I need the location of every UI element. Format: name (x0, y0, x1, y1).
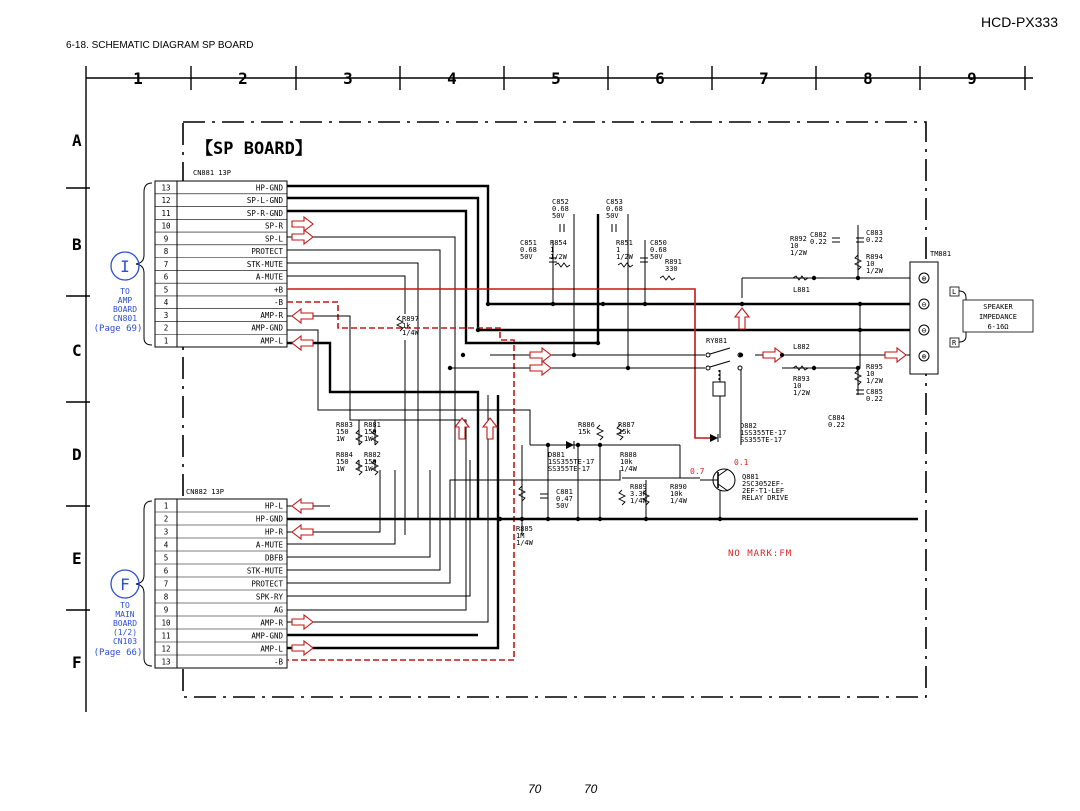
r882-label: R882 (364, 451, 381, 459)
c851-label: 0.68 (520, 246, 537, 254)
column-label: 4 (447, 69, 457, 88)
r883-label: R883 (336, 421, 353, 429)
pin-number: 6 (163, 566, 169, 576)
pin-name: SP-R (264, 221, 283, 231)
speaker-l-label: L (952, 288, 957, 296)
signal-arrow (292, 217, 313, 231)
junction-dot (856, 366, 860, 370)
junction-dot (576, 517, 580, 521)
junction-dot (572, 353, 576, 357)
q881-collector-voltage: 0.1 (734, 458, 749, 467)
r854-label: R854 (550, 239, 567, 247)
signal-arrow (292, 641, 313, 655)
r891-label: 330 (665, 265, 678, 273)
d882-label: SS355TE-17 (740, 436, 783, 444)
c851-label: 50V (520, 253, 533, 261)
q881-label: Q881 (742, 473, 759, 481)
c852-label: C852 (552, 198, 569, 206)
r883-label: 1W (336, 435, 345, 443)
r881-label: 1W (364, 435, 373, 443)
r854-label: 1 (550, 246, 555, 254)
c852-label: 0.68 (552, 205, 569, 213)
r886-label: 15k (578, 428, 591, 436)
junction-dot (856, 276, 860, 280)
r894-label: R894 (866, 253, 883, 261)
c881-label: 0.47 (556, 495, 573, 503)
pin-name: SPK-RY (255, 592, 283, 602)
r851-label: 1 (616, 246, 621, 254)
pin-number: 4 (163, 298, 169, 308)
r890-label: 10k (670, 490, 683, 498)
column-label: 9 (967, 69, 977, 88)
c853-label: 50V (606, 212, 619, 220)
pin-number: 10 (161, 618, 171, 628)
junction-dot (626, 366, 630, 370)
ref-f-line-3: (1/2) (112, 628, 138, 637)
tm881-terminal (910, 250, 1033, 374)
board-title: 【SP BOARD】 (196, 139, 312, 159)
d881-label: D881 (548, 451, 565, 459)
junction-dot (448, 366, 452, 370)
signal-arrow (885, 348, 906, 362)
junction-dot (739, 353, 743, 357)
d882-label: 1SS355TE-17 (740, 429, 787, 437)
r890-label: R890 (670, 483, 687, 491)
r894-label: 10 (866, 260, 875, 268)
row-label: A (72, 131, 82, 150)
pin-name: PROTECT (251, 579, 283, 589)
ref-f-line-0: TO (120, 601, 130, 610)
column-label: 2 (238, 69, 248, 88)
pin-number: 5 (163, 285, 169, 295)
diagram-caption: 6-18. SCHEMATIC DIAGRAM SP BOARD (66, 40, 254, 51)
pin-name: HP-GND (255, 183, 283, 193)
c882-label: C882 (810, 231, 827, 239)
c882-label: 0.22 (810, 238, 827, 246)
ref-f-letter: F (120, 575, 130, 594)
r885-label: 1/4W (516, 539, 533, 547)
junction-dot (740, 302, 744, 306)
r895-label: 1/2W (866, 377, 883, 385)
r897-label: 1k (402, 322, 411, 330)
q881-label: RELAY DRIVE (742, 494, 789, 502)
r895-label: R895 (866, 363, 883, 371)
pin-name: A-MUTE (255, 272, 283, 282)
d881-label: SS355TE-17 (548, 465, 591, 473)
tm881-label: TM881 (930, 250, 952, 258)
junction-dot (858, 302, 862, 306)
pin-name: -B (273, 298, 283, 308)
pin-name: HP-R (264, 527, 283, 537)
ref-i-line-3: CN801 (112, 314, 138, 323)
r894-label: 1/2W (866, 267, 883, 275)
speaker-title-0: SPEAKER (983, 303, 1013, 311)
junction-dot (546, 517, 550, 521)
c885-label: 0.22 (866, 395, 883, 403)
pin-number: 7 (163, 259, 169, 269)
pin-number: 11 (161, 208, 171, 218)
pin-name: STK-MUTE (246, 259, 283, 269)
signal-arrow (292, 336, 313, 350)
r851-label: R851 (616, 239, 633, 247)
r881-label: R881 (364, 421, 381, 429)
r888-label: R888 (620, 451, 637, 459)
junction-dot (598, 443, 602, 447)
l882-label: L882 (793, 343, 810, 351)
pin-number: 1 (163, 336, 169, 346)
pin-number: 1 (163, 501, 169, 511)
ry881-relay (706, 337, 742, 396)
r897-label: 1/4W (402, 329, 419, 337)
r854-label: 1/2W (550, 253, 567, 261)
cn882-connector (155, 488, 287, 668)
c850-label: 50V (650, 253, 663, 261)
ref-f-line-1: MAIN (115, 610, 135, 619)
junction-dot (476, 328, 480, 332)
terminal-symbol: ⊕ (921, 274, 927, 283)
r891-label: R891 (665, 258, 682, 266)
pin-number: 13 (161, 183, 171, 193)
r887-label: 15k (618, 428, 631, 436)
c885-label: C885 (866, 388, 883, 396)
terminal-symbol: ⊖ (921, 326, 927, 335)
model-number: HCD-PX333 (980, 14, 1058, 30)
q881-transistor (690, 458, 749, 491)
row-label: F (72, 653, 82, 672)
pin-name: DBFB (264, 553, 283, 563)
q881-label: 2EF-T1-LEF (742, 487, 785, 495)
c850-label: C850 (650, 239, 667, 247)
r893-label: R893 (793, 375, 810, 383)
r892-label: 1/2W (790, 249, 807, 257)
ry881-label: RY881 (706, 337, 728, 345)
ref-i-block (94, 252, 143, 334)
c852-label: 50V (552, 212, 565, 220)
l881-label: L881 (793, 286, 810, 294)
r884-label: 150 (336, 458, 349, 466)
junction-dot (486, 302, 490, 306)
speaker-title-2: 6-16Ω (987, 323, 1009, 331)
c853-label: C853 (606, 198, 623, 206)
pin-number: 3 (163, 527, 169, 537)
pin-name: STK-MUTE (246, 566, 283, 576)
page-number-left: 70 (528, 782, 542, 796)
r890-label: 1/4W (670, 497, 687, 505)
c883-label: C883 (866, 229, 883, 237)
terminal-symbol: ⊖ (921, 300, 927, 309)
junction-dot (718, 517, 722, 521)
junction-dot (596, 341, 600, 345)
r884-label: 1W (336, 465, 345, 473)
c881-label: C881 (556, 488, 573, 496)
r888-label: 1/4W (620, 465, 637, 473)
r882-label: 150 (364, 458, 377, 466)
pin-number: 9 (163, 605, 169, 615)
r892-label: R892 (790, 235, 807, 243)
c883-label: 0.22 (866, 236, 883, 244)
pin-number: 4 (163, 540, 169, 550)
r895-label: 10 (866, 370, 875, 378)
pin-number: 12 (161, 196, 171, 206)
pin-number: 13 (161, 657, 171, 667)
signal-arrow (735, 308, 749, 329)
signal-arrow (530, 361, 551, 375)
column-label: 8 (863, 69, 873, 88)
ref-f-page[interactable]: (Page 66) (93, 648, 143, 658)
c884-label: C884 (828, 414, 845, 422)
r887-label: R887 (618, 421, 635, 429)
q881-base-voltage: 0.7 (690, 467, 705, 476)
row-label: C (72, 341, 82, 360)
pin-number: 7 (163, 579, 169, 589)
r882-label: 1W (364, 465, 373, 473)
pin-name: AMP-R (260, 618, 283, 628)
pin-number: 10 (161, 221, 171, 231)
r893-label: 10 (793, 382, 802, 390)
terminal-symbol: ⊕ (921, 352, 927, 361)
pin-number: 8 (163, 592, 169, 602)
pin-name: HP-L (264, 501, 283, 511)
r893-label: 1/2W (793, 389, 810, 397)
pin-name: AMP-GND (251, 631, 283, 641)
r885-label: R885 (516, 525, 533, 533)
pin-name: SP-L (264, 234, 283, 244)
pin-name: AMP-GND (251, 323, 283, 333)
junction-dot (498, 517, 502, 521)
r851-label: 1/2W (616, 253, 633, 261)
ref-f-line-2: BOARD (112, 619, 138, 628)
signal-arrow (292, 615, 313, 629)
pin-name: HP-GND (255, 514, 283, 524)
junction-dot (520, 517, 524, 521)
column-label: 5 (551, 69, 561, 88)
pin-number: 2 (163, 323, 169, 333)
pin-number: 12 (161, 644, 171, 654)
ref-i-line-0: TO (120, 287, 130, 296)
signal-arrow (292, 230, 313, 244)
junction-dot (812, 276, 816, 280)
junction-dot (780, 353, 784, 357)
r889-label: R889 (630, 483, 647, 491)
pin-name: -B (273, 657, 283, 667)
junction-dot (812, 366, 816, 370)
r883-label: 150 (336, 428, 349, 436)
d882-label: D882 (740, 422, 757, 430)
capacitor-symbols (540, 224, 864, 498)
page-number-right: 70 (584, 782, 598, 796)
r888-label: 10k (620, 458, 633, 466)
pin-name: SP-R-GND (246, 208, 283, 218)
r885-label: 1M (516, 532, 525, 540)
pin-name: AMP-R (260, 310, 283, 320)
r897-label: R897 (402, 315, 419, 323)
cn881-connector (155, 169, 287, 347)
pin-name: A-MUTE (255, 540, 283, 550)
c881-label: 50V (556, 502, 569, 510)
c884-label: 0.22 (828, 421, 845, 429)
junction-dot (598, 517, 602, 521)
column-label: 7 (759, 69, 769, 88)
c853-label: 0.68 (606, 205, 623, 213)
pin-name: PROTECT (251, 247, 283, 257)
column-label: 1 (133, 69, 143, 88)
r886-label: R886 (578, 421, 595, 429)
r889-label: 3.3k (630, 490, 647, 498)
pin-number: 8 (163, 247, 169, 257)
pin-name: AMP-L (260, 644, 283, 654)
signal-arrow (455, 418, 469, 439)
junction-dot (461, 353, 465, 357)
resistor-symbols (356, 255, 861, 505)
junction-dot (643, 302, 647, 306)
signal-arrow (292, 499, 313, 513)
row-label: E (72, 549, 82, 568)
signal-arrow (292, 525, 313, 539)
c851-label: C851 (520, 239, 537, 247)
column-label: 6 (655, 69, 665, 88)
pin-name: +B (273, 285, 283, 295)
signal-arrow (530, 348, 551, 362)
pin-name: SP-L-GND (246, 196, 283, 206)
junction-dot (644, 517, 648, 521)
signal-arrow (483, 418, 497, 439)
wiring (287, 186, 918, 660)
r881-label: 150 (364, 428, 377, 436)
pin-name: AG (273, 605, 283, 615)
ref-i-letter: I (120, 257, 130, 276)
pin-number: 2 (163, 514, 169, 524)
r892-label: 10 (790, 242, 799, 250)
signal-arrow (292, 309, 313, 323)
junction-dot (546, 443, 550, 447)
junction-dot (601, 302, 605, 306)
speaker-r-label: R (952, 339, 957, 347)
r884-label: R884 (336, 451, 353, 459)
junction-dot (576, 443, 580, 447)
r889-label: 1/4W (630, 497, 647, 505)
row-label: B (72, 235, 82, 254)
junction-dot (858, 328, 862, 332)
pin-name: AMP-L (260, 336, 283, 346)
junction-dot (551, 302, 555, 306)
ref-f-block (94, 570, 143, 658)
cn882-title: CN882 13P (186, 488, 224, 496)
q881-label: 2SC3052EF- (742, 480, 785, 488)
column-label: 3 (343, 69, 353, 88)
junction-dots (448, 276, 862, 521)
speaker-title-1: IMPEDANCE (979, 313, 1017, 321)
pin-number: 3 (163, 310, 169, 320)
ref-i-line-1: AMP (117, 296, 133, 305)
c850-label: 0.68 (650, 246, 667, 254)
d881-label: 1SS355TE-17 (548, 458, 595, 466)
pin-number: 5 (163, 553, 169, 563)
pin-number: 6 (163, 272, 169, 282)
row-label: D (72, 445, 82, 464)
ref-i-line-2: BOARD (112, 305, 138, 314)
pin-number: 11 (161, 631, 171, 641)
pin-number: 9 (163, 234, 169, 244)
ref-i-page[interactable]: (Page 69) (93, 324, 143, 334)
cn881-title: CN881 13P (193, 169, 231, 177)
no-mark-note: NO MARK:FM (728, 549, 793, 559)
ref-f-line-4: CN103 (112, 637, 138, 646)
